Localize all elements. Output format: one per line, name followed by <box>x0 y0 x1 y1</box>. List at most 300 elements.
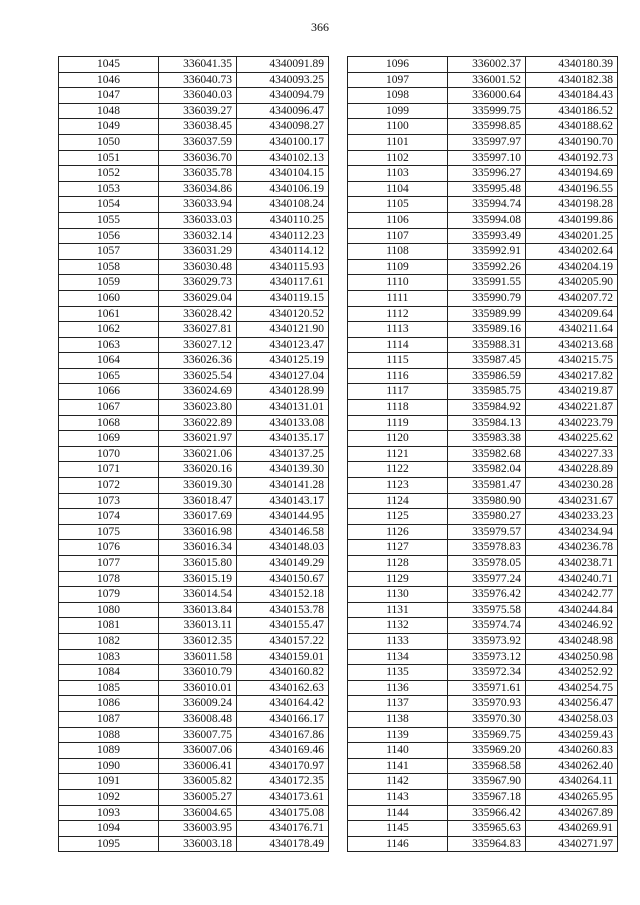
x-coordinate-cell: 335982.68 <box>448 446 526 462</box>
table-row <box>348 836 618 852</box>
table-row <box>348 727 618 743</box>
point-number-cell: 1047 <box>59 88 159 104</box>
point-number-cell: 1051 <box>59 150 159 166</box>
y-coordinate-cell: 4340123.47 <box>237 337 329 353</box>
y-coordinate-cell: 4340125.19 <box>237 353 329 369</box>
point-number-cell: 1093 <box>59 805 159 821</box>
table-row <box>59 244 329 260</box>
point-number-cell: 1079 <box>59 587 159 603</box>
x-coordinate-cell: 336010.79 <box>159 665 237 681</box>
x-coordinate-cell: 336001.52 <box>448 72 526 88</box>
y-coordinate-cell: 4340244.84 <box>526 602 618 618</box>
point-number-cell: 1046 <box>59 72 159 88</box>
x-coordinate-cell: 336026.36 <box>159 353 237 369</box>
x-coordinate-cell: 335970.93 <box>448 696 526 712</box>
x-coordinate-cell: 335973.12 <box>448 649 526 665</box>
table-row <box>59 680 329 696</box>
point-number-cell: 1099 <box>348 103 448 119</box>
table-row <box>348 524 618 540</box>
table-row <box>59 290 329 306</box>
point-number-cell: 1077 <box>59 556 159 572</box>
table-row <box>348 805 618 821</box>
y-coordinate-cell: 4340135.17 <box>237 431 329 447</box>
point-number-cell: 1083 <box>59 649 159 665</box>
y-coordinate-cell: 4340209.64 <box>526 306 618 322</box>
table-row <box>59 119 329 135</box>
table-row <box>59 556 329 572</box>
table-row <box>348 743 618 759</box>
table-row <box>59 134 329 150</box>
table-row <box>348 88 618 104</box>
x-coordinate-cell: 336008.48 <box>159 711 237 727</box>
point-number-cell: 1117 <box>348 384 448 400</box>
point-number-cell: 1065 <box>59 368 159 384</box>
y-coordinate-cell: 4340114.12 <box>237 244 329 260</box>
point-number-cell: 1144 <box>348 805 448 821</box>
point-number-cell: 1074 <box>59 509 159 525</box>
x-coordinate-cell: 336036.70 <box>159 150 237 166</box>
y-coordinate-cell: 4340259.43 <box>526 727 618 743</box>
x-coordinate-cell: 336004.65 <box>159 805 237 821</box>
y-coordinate-cell: 4340149.29 <box>237 556 329 572</box>
x-coordinate-cell: 336005.27 <box>159 789 237 805</box>
point-number-cell: 1123 <box>348 478 448 494</box>
y-coordinate-cell: 4340176.71 <box>237 821 329 837</box>
x-coordinate-cell: 335996.27 <box>448 166 526 182</box>
x-coordinate-cell: 335993.49 <box>448 228 526 244</box>
x-coordinate-cell: 336009.24 <box>159 696 237 712</box>
y-coordinate-cell: 4340230.28 <box>526 478 618 494</box>
x-coordinate-cell: 336023.80 <box>159 400 237 416</box>
y-coordinate-cell: 4340167.86 <box>237 727 329 743</box>
point-number-cell: 1141 <box>348 758 448 774</box>
table-row <box>59 322 329 338</box>
y-coordinate-cell: 4340155.47 <box>237 618 329 634</box>
point-number-cell: 1055 <box>59 212 159 228</box>
point-number-cell: 1101 <box>348 134 448 150</box>
table-row <box>348 353 618 369</box>
x-coordinate-cell: 335970.30 <box>448 711 526 727</box>
table-row <box>59 758 329 774</box>
x-coordinate-cell: 335994.74 <box>448 197 526 213</box>
y-coordinate-cell: 4340104.15 <box>237 166 329 182</box>
table-row <box>59 665 329 681</box>
y-coordinate-cell: 4340254.75 <box>526 680 618 696</box>
y-coordinate-cell: 4340148.03 <box>237 540 329 556</box>
table-row <box>348 665 618 681</box>
table-row <box>59 821 329 837</box>
point-number-cell: 1121 <box>348 446 448 462</box>
x-coordinate-cell: 335987.45 <box>448 353 526 369</box>
point-number-cell: 1112 <box>348 306 448 322</box>
table-row <box>348 72 618 88</box>
x-coordinate-cell: 335977.24 <box>448 571 526 587</box>
table-row <box>59 88 329 104</box>
point-number-cell: 1066 <box>59 384 159 400</box>
point-number-cell: 1095 <box>59 836 159 852</box>
table-row <box>59 602 329 618</box>
table-row <box>348 649 618 665</box>
y-coordinate-cell: 4340121.90 <box>237 322 329 338</box>
table-row <box>348 103 618 119</box>
y-coordinate-cell: 4340258.03 <box>526 711 618 727</box>
table-row <box>59 368 329 384</box>
table-row <box>59 587 329 603</box>
y-coordinate-cell: 4340199.86 <box>526 212 618 228</box>
table-row <box>348 633 618 649</box>
point-number-cell: 1137 <box>348 696 448 712</box>
table-row <box>348 275 618 291</box>
x-coordinate-cell: 336006.41 <box>159 758 237 774</box>
point-number-cell: 1088 <box>59 727 159 743</box>
coordinate-table-left <box>58 56 329 852</box>
y-coordinate-cell: 4340242.77 <box>526 587 618 603</box>
table-row <box>59 462 329 478</box>
y-coordinate-cell: 4340188.62 <box>526 119 618 135</box>
x-coordinate-cell: 336021.97 <box>159 431 237 447</box>
table-row <box>348 259 618 275</box>
table-row <box>348 618 618 634</box>
table-row <box>348 290 618 306</box>
x-coordinate-cell: 336033.94 <box>159 197 237 213</box>
table-row <box>348 493 618 509</box>
table-row <box>348 197 618 213</box>
x-coordinate-cell: 335980.90 <box>448 493 526 509</box>
point-number-cell: 1091 <box>59 774 159 790</box>
table-row <box>59 711 329 727</box>
x-coordinate-cell: 335994.08 <box>448 212 526 228</box>
y-coordinate-cell: 4340205.90 <box>526 275 618 291</box>
table-row <box>59 696 329 712</box>
y-coordinate-cell: 4340201.25 <box>526 228 618 244</box>
x-coordinate-cell: 335986.59 <box>448 368 526 384</box>
y-coordinate-cell: 4340169.46 <box>237 743 329 759</box>
y-coordinate-cell: 4340131.01 <box>237 400 329 416</box>
x-coordinate-cell: 336019.30 <box>159 478 237 494</box>
x-coordinate-cell: 335968.58 <box>448 758 526 774</box>
table-row <box>59 275 329 291</box>
x-coordinate-cell: 336029.04 <box>159 290 237 306</box>
x-coordinate-cell: 335988.31 <box>448 337 526 353</box>
x-coordinate-cell: 335967.90 <box>448 774 526 790</box>
table-row <box>59 306 329 322</box>
point-number-cell: 1060 <box>59 290 159 306</box>
y-coordinate-cell: 4340146.58 <box>237 524 329 540</box>
x-coordinate-cell: 335971.61 <box>448 680 526 696</box>
table-row <box>348 134 618 150</box>
table-row <box>59 57 329 73</box>
table-row <box>59 743 329 759</box>
table-row <box>59 259 329 275</box>
y-coordinate-cell: 4340194.69 <box>526 166 618 182</box>
y-coordinate-cell: 4340157.22 <box>237 633 329 649</box>
point-number-cell: 1084 <box>59 665 159 681</box>
point-number-cell: 1072 <box>59 478 159 494</box>
x-coordinate-cell: 335964.83 <box>448 836 526 852</box>
y-coordinate-cell: 4340198.28 <box>526 197 618 213</box>
x-coordinate-cell: 335984.13 <box>448 415 526 431</box>
table-row <box>348 696 618 712</box>
y-coordinate-cell: 4340213.68 <box>526 337 618 353</box>
point-number-cell: 1100 <box>348 119 448 135</box>
point-number-cell: 1048 <box>59 103 159 119</box>
y-coordinate-cell: 4340207.72 <box>526 290 618 306</box>
x-coordinate-cell: 336025.54 <box>159 368 237 384</box>
table-row <box>59 478 329 494</box>
x-coordinate-cell: 335969.20 <box>448 743 526 759</box>
x-coordinate-cell: 336010.01 <box>159 680 237 696</box>
y-coordinate-cell: 4340264.11 <box>526 774 618 790</box>
x-coordinate-cell: 335980.27 <box>448 509 526 525</box>
y-coordinate-cell: 4340217.82 <box>526 368 618 384</box>
point-number-cell: 1092 <box>59 789 159 805</box>
x-coordinate-cell: 335979.57 <box>448 524 526 540</box>
table-row <box>348 509 618 525</box>
x-coordinate-cell: 335997.10 <box>448 150 526 166</box>
x-coordinate-cell: 336037.59 <box>159 134 237 150</box>
x-coordinate-cell: 336020.16 <box>159 462 237 478</box>
x-coordinate-cell: 336027.81 <box>159 322 237 338</box>
point-number-cell: 1070 <box>59 446 159 462</box>
y-coordinate-cell: 4340094.79 <box>237 88 329 104</box>
point-number-cell: 1108 <box>348 244 448 260</box>
table-row <box>59 415 329 431</box>
x-coordinate-cell: 335983.38 <box>448 431 526 447</box>
y-coordinate-cell: 4340204.19 <box>526 259 618 275</box>
y-coordinate-cell: 4340141.28 <box>237 478 329 494</box>
table-row <box>59 774 329 790</box>
y-coordinate-cell: 4340164.42 <box>237 696 329 712</box>
point-number-cell: 1113 <box>348 322 448 338</box>
table-row <box>59 103 329 119</box>
point-number-cell: 1058 <box>59 259 159 275</box>
y-coordinate-cell: 4340265.95 <box>526 789 618 805</box>
y-coordinate-cell: 4340246.92 <box>526 618 618 634</box>
y-coordinate-cell: 4340175.08 <box>237 805 329 821</box>
x-coordinate-cell: 336000.64 <box>448 88 526 104</box>
y-coordinate-cell: 4340202.64 <box>526 244 618 260</box>
y-coordinate-cell: 4340236.78 <box>526 540 618 556</box>
table-row <box>348 571 618 587</box>
x-coordinate-cell: 336032.14 <box>159 228 237 244</box>
point-number-cell: 1146 <box>348 836 448 852</box>
x-coordinate-cell: 335978.05 <box>448 556 526 572</box>
table-row <box>348 446 618 462</box>
y-coordinate-cell: 4340192.73 <box>526 150 618 166</box>
point-number-cell: 1111 <box>348 290 448 306</box>
y-coordinate-cell: 4340115.93 <box>237 259 329 275</box>
table-row <box>348 212 618 228</box>
x-coordinate-cell: 335989.99 <box>448 306 526 322</box>
x-coordinate-cell: 336003.18 <box>159 836 237 852</box>
x-coordinate-cell: 336013.11 <box>159 618 237 634</box>
y-coordinate-cell: 4340252.92 <box>526 665 618 681</box>
point-number-cell: 1138 <box>348 711 448 727</box>
point-number-cell: 1116 <box>348 368 448 384</box>
table-row <box>348 244 618 260</box>
y-coordinate-cell: 4340120.52 <box>237 306 329 322</box>
point-number-cell: 1089 <box>59 743 159 759</box>
point-number-cell: 1076 <box>59 540 159 556</box>
point-number-cell: 1063 <box>59 337 159 353</box>
y-coordinate-cell: 4340144.95 <box>237 509 329 525</box>
x-coordinate-cell: 336016.98 <box>159 524 237 540</box>
x-coordinate-cell: 335997.97 <box>448 134 526 150</box>
point-number-cell: 1057 <box>59 244 159 260</box>
x-coordinate-cell: 336014.54 <box>159 587 237 603</box>
page-number: 366 <box>311 20 329 34</box>
y-coordinate-cell: 4340153.78 <box>237 602 329 618</box>
table-row <box>348 711 618 727</box>
point-number-cell: 1122 <box>348 462 448 478</box>
table-row <box>59 446 329 462</box>
point-number-cell: 1106 <box>348 212 448 228</box>
point-number-cell: 1049 <box>59 119 159 135</box>
y-coordinate-cell: 4340248.98 <box>526 633 618 649</box>
x-coordinate-cell: 335984.92 <box>448 400 526 416</box>
y-coordinate-cell: 4340271.97 <box>526 836 618 852</box>
x-coordinate-cell: 335999.75 <box>448 103 526 119</box>
table-row <box>348 400 618 416</box>
x-coordinate-cell: 336035.78 <box>159 166 237 182</box>
table-row <box>348 789 618 805</box>
point-number-cell: 1132 <box>348 618 448 634</box>
y-coordinate-cell: 4340227.33 <box>526 446 618 462</box>
y-coordinate-cell: 4340096.47 <box>237 103 329 119</box>
y-coordinate-cell: 4340108.24 <box>237 197 329 213</box>
y-coordinate-cell: 4340091.89 <box>237 57 329 73</box>
x-coordinate-cell: 335989.16 <box>448 322 526 338</box>
point-number-cell: 1080 <box>59 602 159 618</box>
x-coordinate-cell: 335973.92 <box>448 633 526 649</box>
y-coordinate-cell: 4340178.49 <box>237 836 329 852</box>
y-coordinate-cell: 4340172.35 <box>237 774 329 790</box>
y-coordinate-cell: 4340223.79 <box>526 415 618 431</box>
point-number-cell: 1071 <box>59 462 159 478</box>
x-coordinate-cell: 336040.03 <box>159 88 237 104</box>
table-row <box>59 509 329 525</box>
y-coordinate-cell: 4340186.52 <box>526 103 618 119</box>
point-number-cell: 1128 <box>348 556 448 572</box>
table-row <box>59 524 329 540</box>
y-coordinate-cell: 4340233.23 <box>526 509 618 525</box>
point-number-cell: 1085 <box>59 680 159 696</box>
x-coordinate-cell: 336015.80 <box>159 556 237 572</box>
point-number-cell: 1062 <box>59 322 159 338</box>
x-coordinate-cell: 335981.47 <box>448 478 526 494</box>
point-number-cell: 1096 <box>348 57 448 73</box>
point-number-cell: 1104 <box>348 181 448 197</box>
y-coordinate-cell: 4340102.13 <box>237 150 329 166</box>
table-row <box>59 618 329 634</box>
table-row <box>348 587 618 603</box>
x-coordinate-cell: 335965.63 <box>448 821 526 837</box>
table-row <box>59 337 329 353</box>
point-number-cell: 1059 <box>59 275 159 291</box>
table-row <box>59 727 329 743</box>
table-row <box>348 602 618 618</box>
y-coordinate-cell: 4340182.38 <box>526 72 618 88</box>
y-coordinate-cell: 4340262.40 <box>526 758 618 774</box>
x-coordinate-cell: 336003.95 <box>159 821 237 837</box>
table-row <box>59 649 329 665</box>
point-number-cell: 1064 <box>59 353 159 369</box>
x-coordinate-cell: 335972.34 <box>448 665 526 681</box>
table-row <box>348 337 618 353</box>
x-coordinate-cell: 336021.06 <box>159 446 237 462</box>
point-number-cell: 1135 <box>348 665 448 681</box>
x-coordinate-cell: 336031.29 <box>159 244 237 260</box>
point-number-cell: 1133 <box>348 633 448 649</box>
x-coordinate-cell: 336022.89 <box>159 415 237 431</box>
point-number-cell: 1107 <box>348 228 448 244</box>
y-coordinate-cell: 4340098.27 <box>237 119 329 135</box>
point-number-cell: 1078 <box>59 571 159 587</box>
table-row <box>348 368 618 384</box>
x-coordinate-cell: 335992.91 <box>448 244 526 260</box>
table-row <box>59 72 329 88</box>
point-number-cell: 1053 <box>59 181 159 197</box>
x-coordinate-cell: 336007.75 <box>159 727 237 743</box>
table-row <box>348 57 618 73</box>
y-coordinate-cell: 4340160.82 <box>237 665 329 681</box>
y-coordinate-cell: 4340100.17 <box>237 134 329 150</box>
table-row <box>348 228 618 244</box>
y-coordinate-cell: 4340250.98 <box>526 649 618 665</box>
x-coordinate-cell: 336017.69 <box>159 509 237 525</box>
x-coordinate-cell: 335998.85 <box>448 119 526 135</box>
point-number-cell: 1140 <box>348 743 448 759</box>
point-number-cell: 1090 <box>59 758 159 774</box>
y-coordinate-cell: 4340219.87 <box>526 384 618 400</box>
point-number-cell: 1068 <box>59 415 159 431</box>
point-number-cell: 1105 <box>348 197 448 213</box>
y-coordinate-cell: 4340152.18 <box>237 587 329 603</box>
x-coordinate-cell: 335995.48 <box>448 181 526 197</box>
point-number-cell: 1130 <box>348 587 448 603</box>
x-coordinate-cell: 336041.35 <box>159 57 237 73</box>
table-row <box>348 431 618 447</box>
x-coordinate-cell: 336038.45 <box>159 119 237 135</box>
table-row <box>59 181 329 197</box>
point-number-cell: 1073 <box>59 493 159 509</box>
x-coordinate-cell: 336034.86 <box>159 181 237 197</box>
y-coordinate-cell: 4340190.70 <box>526 134 618 150</box>
table-row <box>59 540 329 556</box>
point-number-cell: 1050 <box>59 134 159 150</box>
y-coordinate-cell: 4340139.30 <box>237 462 329 478</box>
table-row <box>348 462 618 478</box>
y-coordinate-cell: 4340119.15 <box>237 290 329 306</box>
x-coordinate-cell: 336027.12 <box>159 337 237 353</box>
x-coordinate-cell: 335967.18 <box>448 789 526 805</box>
y-coordinate-cell: 4340228.89 <box>526 462 618 478</box>
point-number-cell: 1126 <box>348 524 448 540</box>
x-coordinate-cell: 336012.35 <box>159 633 237 649</box>
point-number-cell: 1136 <box>348 680 448 696</box>
y-coordinate-cell: 4340166.17 <box>237 711 329 727</box>
y-coordinate-cell: 4340196.55 <box>526 181 618 197</box>
x-coordinate-cell: 335990.79 <box>448 290 526 306</box>
table-row <box>59 353 329 369</box>
y-coordinate-cell: 4340234.94 <box>526 524 618 540</box>
point-number-cell: 1139 <box>348 727 448 743</box>
y-coordinate-cell: 4340238.71 <box>526 556 618 572</box>
y-coordinate-cell: 4340256.47 <box>526 696 618 712</box>
point-number-cell: 1082 <box>59 633 159 649</box>
table-row <box>59 789 329 805</box>
y-coordinate-cell: 4340143.17 <box>237 493 329 509</box>
